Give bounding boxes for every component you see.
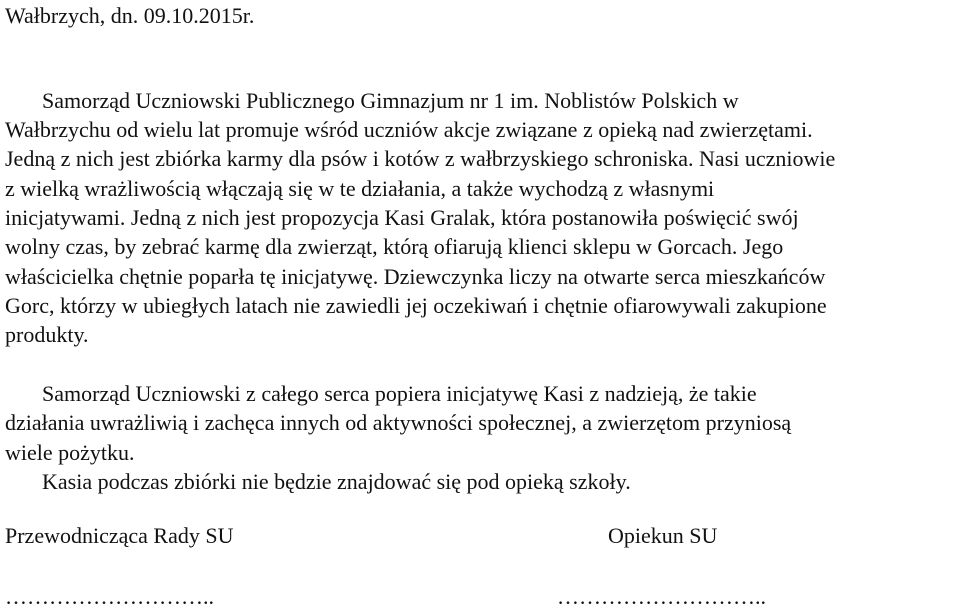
body-line: wiele pożytku. — [5, 440, 135, 465]
body-line: właścicielka chętnie poparła tę inicjatywę. Dziewczynka liczy na otwarte serca mieszkańców — [5, 264, 826, 289]
body-line: Samorząd Uczniowski Publicznego Gimnazjum nr 1 im. Noblistów Polskich w — [42, 88, 739, 113]
body-line: Samorząd Uczniowski z całego serca popiera inicjatywę Kasi z nadzieją, że takie — [42, 381, 757, 406]
body-line: Kasia podczas zbiórki nie będzie znajdować się pod opieką szkoły. — [42, 469, 631, 494]
body-line: z wielką wrażliwością włączają się w te działania, a także wychodzą z własnymi — [5, 176, 715, 201]
body-line: produkty. — [5, 322, 89, 347]
signature-title-right: Opiekun SU — [608, 523, 718, 548]
body-line: Gorc, którzy w ubiegłych latach nie zawiedli jej oczekiwań i chętnie ofiarowywali zakupione — [5, 293, 827, 318]
signature-title-left: Przewodnicząca Rady SU — [5, 523, 234, 548]
body-line: działania uwrażliwią i zachęca innych od aktywności społecznej, a zwierzętom przyniosą — [5, 410, 792, 435]
signature-dots-right: ……………………….. — [557, 584, 766, 609]
letter-date: Wałbrzych, dn. 09.10.2015r. — [5, 3, 255, 28]
signature-dots-left: ……………………….. — [5, 584, 214, 609]
body-line: Jedną z nich jest zbiórka karmy dla psów i kotów z wałbrzyskiego schroniska. Nasi uczniowie — [5, 146, 836, 171]
body-line: inicjatywami. Jedną z nich jest propozycja Kasi Gralak, która postanowiła poświęcić swój — [5, 205, 799, 230]
body-line: Wałbrzychu od wielu lat promuje wśród uczniów akcje związane z opieką nad zwierzętami. — [5, 117, 813, 142]
body-line: wolny czas, by zebrać karmę dla zwierząt, którą ofiarują klienci sklepu w Gorcach. Jego — [5, 234, 784, 259]
